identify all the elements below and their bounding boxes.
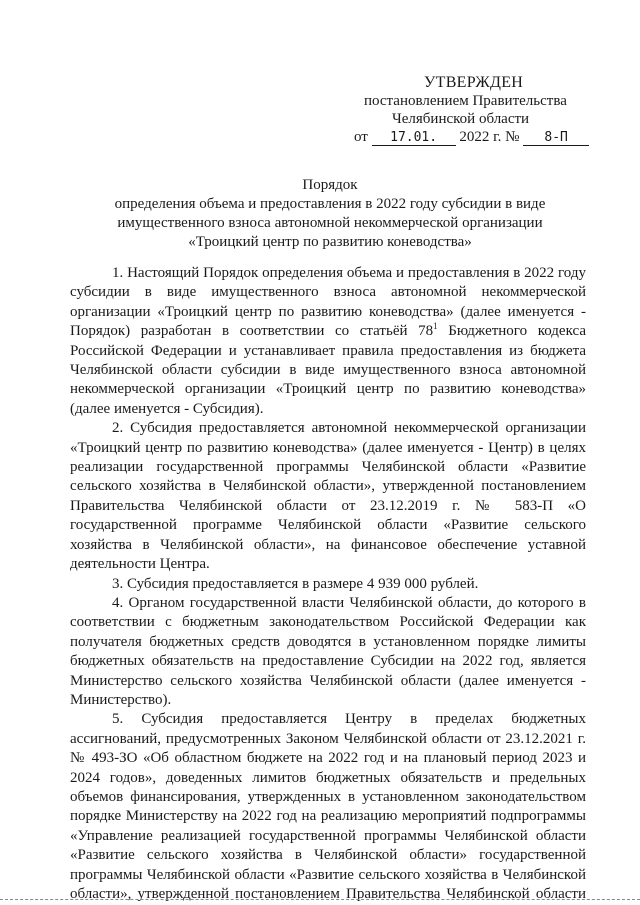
heading-line-3: «Троицкий центр по развитию коневодства» [188,234,472,250]
heading-line-2: имущественного взноса автономной некоммерческой организации [117,215,543,231]
approval-line-2: постановлением Правительства [364,93,567,109]
approval-title: УТВЕРЖДЕН [424,74,524,91]
heading-line-1: определения объема и предоставления в 2022 году субсидии в виде [114,196,546,212]
paragraph-1-part-b: Бюджетного кодекса Российской Федерации и устанавливает правила предоставления из бюджета Челябинской области субсидии в виде имущественного взноса автономной некоммерческой организации «Троицкий центр по развитию коневодства» (далее именуется - Субсидия). [70,323,586,417]
approval-number: 8-П [523,131,589,146]
paragraph-2: 2. Субсидия предоставляется автономной некоммерческой организации «Троицкий центр по развитию коневодства» (далее именуется - Центр) в целях реализации государственной программы Челябинской области «Развитие сельского хозяйства в Челябинской области», утвержденной постановлением Правительства Челябинской области от 23.12.2019 г. № 583-П «О государственной программе Челябинской области «Развитие сельского хозяйства в Челябинской области», на финансовое обеспечение уставной деятельности Центра. [70,420,586,573]
paragraph-1-superscript: 1 [433,321,438,332]
paragraph-5: 5. Субсидия предоставляется Центру в пределах бюджетных ассигнований, предусмотренных Законом Челябинской области от 23.12.2021 г. № 493-ЗО «Об областном бюджете на 2022 год и на плановый период 2023 и 2024 годов», доведенных лимитов бюджетных обязательств и предельных объемов финансирования, утвержденных в установленном законодательством порядке Министерству на 2022 год на реализацию мероприятий подпрограммы «Управление реализацией государственной программы Челябинской области «Развитие сельского хозяйства в Челябинской области» государственной программы Челябинской области «Развитие сельского хозяйства в Челябинской области», утвержденной постановлением Правительства Челябинской области [70,711,586,902]
heading-title: Порядок [302,177,358,193]
document-body [70,264,586,904]
page-bottom-edge [0,899,640,900]
approval-from-label: от [354,129,368,145]
approval-line-3: Челябинской области [392,111,530,127]
paragraph-1 [70,264,586,419]
paragraph-4: 4. Органом государственной власти Челябинской области, до которого в соответствии с бюджетным законодательством Российской Федерации как получателя бюджетных средств доводятся в установленном порядке лимиты бюджетных обязательств на предоставление Субсидии на 2022 год, является Министерство сельского хозяйства Челябинской области (далее именуется - Министерство). [70,594,586,708]
paragraph-1-part-a: 1. Настоящий Порядок определения объема и предоставления в 2022 году субсидии в виде имущественного взноса автономной некоммерческой организации «Троицкий центр по развитию коневодства» (далее именуется - Порядок) разработан в соответствии со статьёй 78 [70,265,586,340]
approval-year-label: 2022 г. № [459,129,520,145]
paragraph-3: 3. Субсидия предоставляется в размере 4 939 000 рублей. [112,575,479,592]
approval-date: 17.01. [372,131,456,146]
document-heading [60,176,600,252]
approval-date-line [354,128,589,146]
